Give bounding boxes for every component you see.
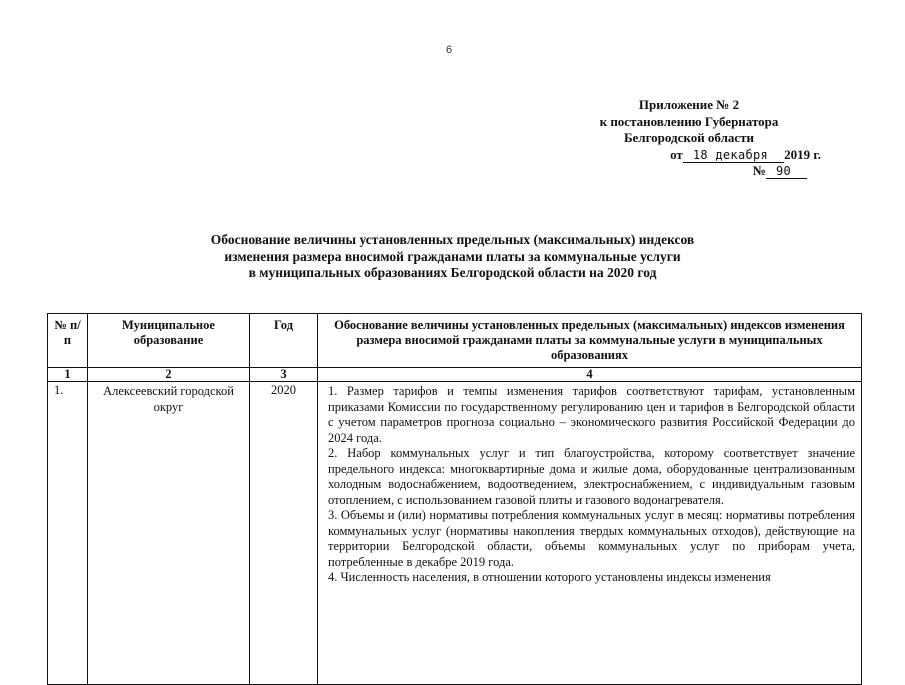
row-justification [318, 382, 862, 685]
date-suffix: 2019 г. [784, 146, 821, 162]
date-prefix: от [670, 146, 683, 162]
table-row [48, 382, 862, 685]
appendix-line-region: Белгородской области [623, 130, 755, 145]
document-title [100, 232, 805, 282]
row-municipality: Алексеевский городской округ [88, 382, 250, 685]
col-number-4: 4 [318, 368, 862, 382]
row-year: 2020 [250, 382, 318, 685]
col-number-3: 3 [250, 368, 318, 382]
indices-table [47, 313, 862, 685]
number-handwritten: 90 [766, 164, 807, 179]
header-justification: Обоснование величины установленных предельных (максимальных) индексов изменения размера вносимой гражданами платы за коммунальные услуги в муниципальных образованиях [318, 314, 862, 368]
justification-paragraph-3: 3. Объемы и (или) нормативы потребления коммунальных услуг в месяц: нормативы потребления коммунальных услуг (нормативы накопления твердых коммунальных отходов), действующие на территории Белгородской области, объемы коммунальных услуг по приборам учета, потребленные в декабре 2019 года. [328, 508, 855, 569]
col-number-2: 2 [88, 368, 250, 382]
appendix-title: Приложение № 2 [638, 97, 740, 112]
col-number-1: 1 [48, 368, 88, 382]
page-number: 6 [446, 44, 453, 56]
column-number-row [48, 368, 862, 382]
table-header-row [48, 314, 862, 368]
appendix-line-decree: к постановлению Губернатора [599, 113, 779, 129]
appendix-number-line [559, 163, 807, 180]
title-line-3: в муниципальных образованиях Белгородской области на 2020 год [248, 265, 657, 280]
title-line-2: изменения размера вносимой гражданами платы за коммунальные услуги [224, 248, 681, 264]
title-line-1: Обоснование величины установленных предельных (максимальных) индексов [210, 232, 695, 247]
justification-paragraph-4: 4. Численность населения, в отношении которого установлены индексы изменения [328, 570, 771, 584]
justification-paragraph-1: 1. Размер тарифов и темпы изменения тарифов соответствуют тарифам, установленным приказами Комиссии по государственному регулированию цен и тарифов в Белгородской области с учетом параметров прогноза социально – экономического развития Российской Федерации до 2024 года. [328, 384, 855, 445]
header-year: Год [250, 314, 318, 368]
header-num: № п/п [48, 314, 88, 368]
date-handwritten: 18 декабря [683, 148, 784, 163]
appendix-block [559, 97, 819, 180]
appendix-date-line [559, 147, 821, 164]
header-municipality: Муниципальное образование [88, 314, 250, 368]
justification-paragraph-2: 2. Набор коммунальных услуг и тип благоустройства, которому соответствует значение предельного индекса: многоквартирные дома и жилые дома, оборудованные централизованным холодным водоснабжением, водоотведением, электроснабжением, с индивидуальным газовым отоплением, с использованием газовой плиты и газового водонагревателя. [328, 446, 855, 507]
number-prefix: № [752, 163, 766, 178]
row-num: 1. [48, 382, 88, 685]
